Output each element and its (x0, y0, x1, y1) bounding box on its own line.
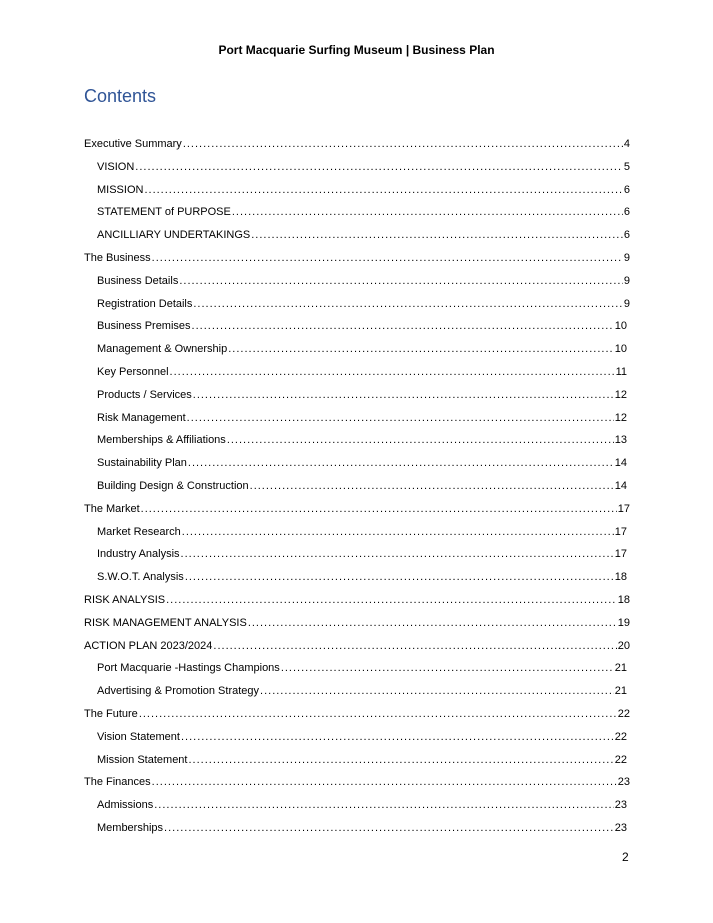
toc-dot-leader (227, 429, 614, 452)
toc-entry-label[interactable]: Advertising & Promotion Strategy (97, 685, 260, 698)
toc-dot-leader (213, 635, 616, 658)
toc-entry-label[interactable]: Registration Details (97, 297, 193, 310)
toc-dot-leader (135, 156, 623, 179)
toc-entry[interactable] (84, 589, 630, 612)
toc-entry-page[interactable]: 21 (614, 685, 627, 698)
toc-entry-page[interactable]: 5 (623, 160, 630, 173)
toc-entry[interactable] (84, 703, 630, 726)
toc-dot-leader (170, 361, 615, 384)
toc-entry-label[interactable]: ACTION PLAN 2023/2024 (84, 639, 213, 652)
toc-dot-leader (192, 315, 614, 338)
toc-entry[interactable] (84, 635, 630, 658)
toc-entry-page[interactable]: 9 (623, 274, 630, 287)
toc-entry-label[interactable]: Risk Management (97, 411, 186, 424)
toc-entry[interactable] (84, 749, 627, 772)
toc-entry-page[interactable]: 18 (614, 571, 627, 584)
toc-dot-leader (152, 771, 617, 794)
toc-entry[interactable] (84, 521, 627, 544)
toc-entry-page[interactable]: 19 (617, 616, 630, 629)
toc-entry-page[interactable]: 13 (614, 434, 627, 447)
toc-dot-leader (181, 726, 614, 749)
toc-entry-label[interactable]: Business Premises (97, 320, 191, 333)
toc-entry[interactable] (84, 361, 627, 384)
toc-dot-leader (181, 543, 614, 566)
toc-entry-page[interactable]: 21 (614, 662, 627, 675)
toc-entry-label[interactable]: STATEMENT of PURPOSE (97, 206, 231, 219)
toc-entry-label[interactable]: The Market (84, 502, 140, 515)
toc-entry-page[interactable]: 17 (617, 502, 630, 515)
toc-entry[interactable] (84, 543, 627, 566)
toc-entry-page[interactable]: 9 (623, 251, 630, 264)
toc-entry-page[interactable]: 6 (623, 183, 630, 196)
toc-dot-leader (251, 224, 623, 247)
toc-entry[interactable] (84, 179, 630, 202)
toc-entry[interactable] (84, 817, 627, 840)
toc-dot-leader (188, 749, 613, 772)
toc-entry[interactable] (84, 771, 630, 794)
page-number: 2 (622, 850, 629, 864)
toc-dot-leader (141, 498, 617, 521)
table-of-contents (84, 133, 630, 840)
toc-entry-label[interactable]: Admissions (97, 799, 154, 812)
toc-entry-label[interactable]: Industry Analysis (97, 548, 180, 561)
toc-entry[interactable] (84, 224, 630, 247)
toc-dot-leader (187, 407, 614, 430)
toc-entry[interactable] (84, 156, 630, 179)
toc-dot-leader (248, 612, 617, 635)
toc-entry-page[interactable]: 12 (614, 411, 627, 424)
toc-entry-page[interactable]: 10 (614, 320, 627, 333)
toc-dot-leader (139, 703, 617, 726)
toc-entry[interactable] (84, 475, 627, 498)
toc-entry-label[interactable]: ANCILLIARY UNDERTAKINGS (97, 229, 251, 242)
toc-entry-page[interactable]: 12 (614, 388, 627, 401)
toc-entry-label[interactable]: Executive Summary (84, 138, 182, 150)
toc-entry-page[interactable]: 22 (614, 730, 627, 743)
toc-entry-label[interactable]: MISSION (97, 183, 144, 196)
toc-entry-label[interactable]: RISK ANALYSIS (84, 593, 166, 606)
toc-entry-label[interactable]: Key Personnel (97, 365, 169, 378)
toc-entry-label[interactable]: Memberships (97, 821, 164, 834)
toc-entry-label[interactable]: Products / Services (97, 388, 192, 401)
toc-entry[interactable] (84, 566, 627, 589)
toc-entry-label[interactable]: Vision Statement (97, 730, 180, 743)
toc-entry-page[interactable]: 23 (614, 799, 627, 812)
toc-entry[interactable] (84, 133, 630, 156)
toc-dot-leader (179, 270, 623, 293)
toc-entry-label[interactable]: Building Design & Construction (97, 479, 249, 492)
toc-dot-leader (182, 521, 614, 544)
toc-dot-leader (185, 566, 614, 589)
toc-entry-page[interactable]: 14 (614, 457, 627, 470)
contents-heading: Contents (84, 86, 157, 106)
toc-dot-leader (152, 247, 623, 270)
toc-entry[interactable] (84, 407, 627, 430)
toc-dot-leader (183, 133, 623, 156)
toc-entry-page[interactable]: 11 (615, 365, 627, 378)
toc-entry-label[interactable]: Port Macquarie -Hastings Champions (97, 662, 280, 675)
toc-entry-label[interactable]: Market Research (97, 525, 181, 538)
toc-entry-label[interactable]: The Business (84, 251, 151, 264)
toc-entry[interactable] (84, 247, 630, 270)
toc-dot-leader (166, 589, 617, 612)
page-header: Port Macquarie Surfing Museum | Business Plan (218, 43, 495, 57)
toc-dot-leader (281, 657, 614, 680)
toc-dot-leader (164, 817, 614, 840)
toc-entry-label[interactable]: Management & Ownership (97, 343, 228, 356)
toc-entry-page[interactable]: 23 (617, 776, 630, 789)
toc-entry[interactable] (84, 794, 627, 817)
toc-dot-leader (144, 179, 622, 202)
toc-entry-page[interactable]: 17 (614, 525, 627, 538)
toc-entry-page[interactable]: 20 (617, 639, 630, 652)
toc-entry-label[interactable]: S.W.O.T. Analysis (97, 571, 184, 584)
toc-entry[interactable] (84, 429, 627, 452)
toc-entry[interactable] (84, 338, 627, 361)
toc-dot-leader (232, 201, 623, 224)
toc-entry-page[interactable]: 6 (623, 206, 630, 219)
toc-entry-label[interactable]: RISK MANAGEMENT ANALYSIS (84, 616, 247, 629)
toc-entry-page[interactable]: 17 (614, 548, 627, 561)
toc-dot-leader (260, 680, 614, 703)
toc-entry-page[interactable]: 22 (617, 707, 630, 720)
toc-entry[interactable] (84, 315, 627, 338)
toc-entry-label[interactable]: Mission Statement (97, 753, 188, 766)
toc-entry[interactable] (84, 680, 627, 703)
toc-entry-label[interactable]: VISION (97, 160, 135, 173)
toc-entry[interactable] (84, 201, 630, 224)
toc-entry-page[interactable]: 23 (614, 821, 627, 834)
toc-entry[interactable] (84, 498, 630, 521)
toc-entry-page[interactable]: 6 (623, 229, 630, 242)
toc-dot-leader (188, 452, 614, 475)
toc-entry[interactable] (84, 384, 627, 407)
toc-dot-leader (250, 475, 614, 498)
toc-dot-leader (154, 794, 614, 817)
toc-entry-label[interactable]: Memberships & Affiliations (97, 434, 226, 447)
toc-entry[interactable] (84, 270, 630, 293)
toc-entry[interactable] (84, 452, 627, 475)
toc-entry[interactable] (84, 293, 630, 316)
toc-entry-label[interactable]: Business Details (97, 274, 179, 287)
toc-dot-leader (193, 384, 614, 407)
toc-entry-page[interactable]: 22 (614, 753, 627, 766)
toc-entry-page[interactable]: 9 (623, 297, 630, 310)
toc-entry-page[interactable]: 18 (617, 593, 630, 606)
toc-entry[interactable] (84, 726, 627, 749)
toc-dot-leader (228, 338, 614, 361)
toc-entry[interactable] (84, 612, 630, 635)
toc-entry-page[interactable]: 14 (614, 479, 627, 492)
toc-entry-page[interactable]: 10 (614, 343, 627, 356)
toc-entry-label[interactable]: The Finances (84, 776, 151, 789)
toc-entry-label[interactable]: The Future (84, 707, 138, 720)
toc-entry[interactable] (84, 657, 627, 680)
toc-dot-leader (193, 293, 623, 316)
toc-entry-page[interactable]: 4 (623, 138, 630, 150)
toc-entry-label[interactable]: Sustainability Plan (97, 457, 187, 470)
